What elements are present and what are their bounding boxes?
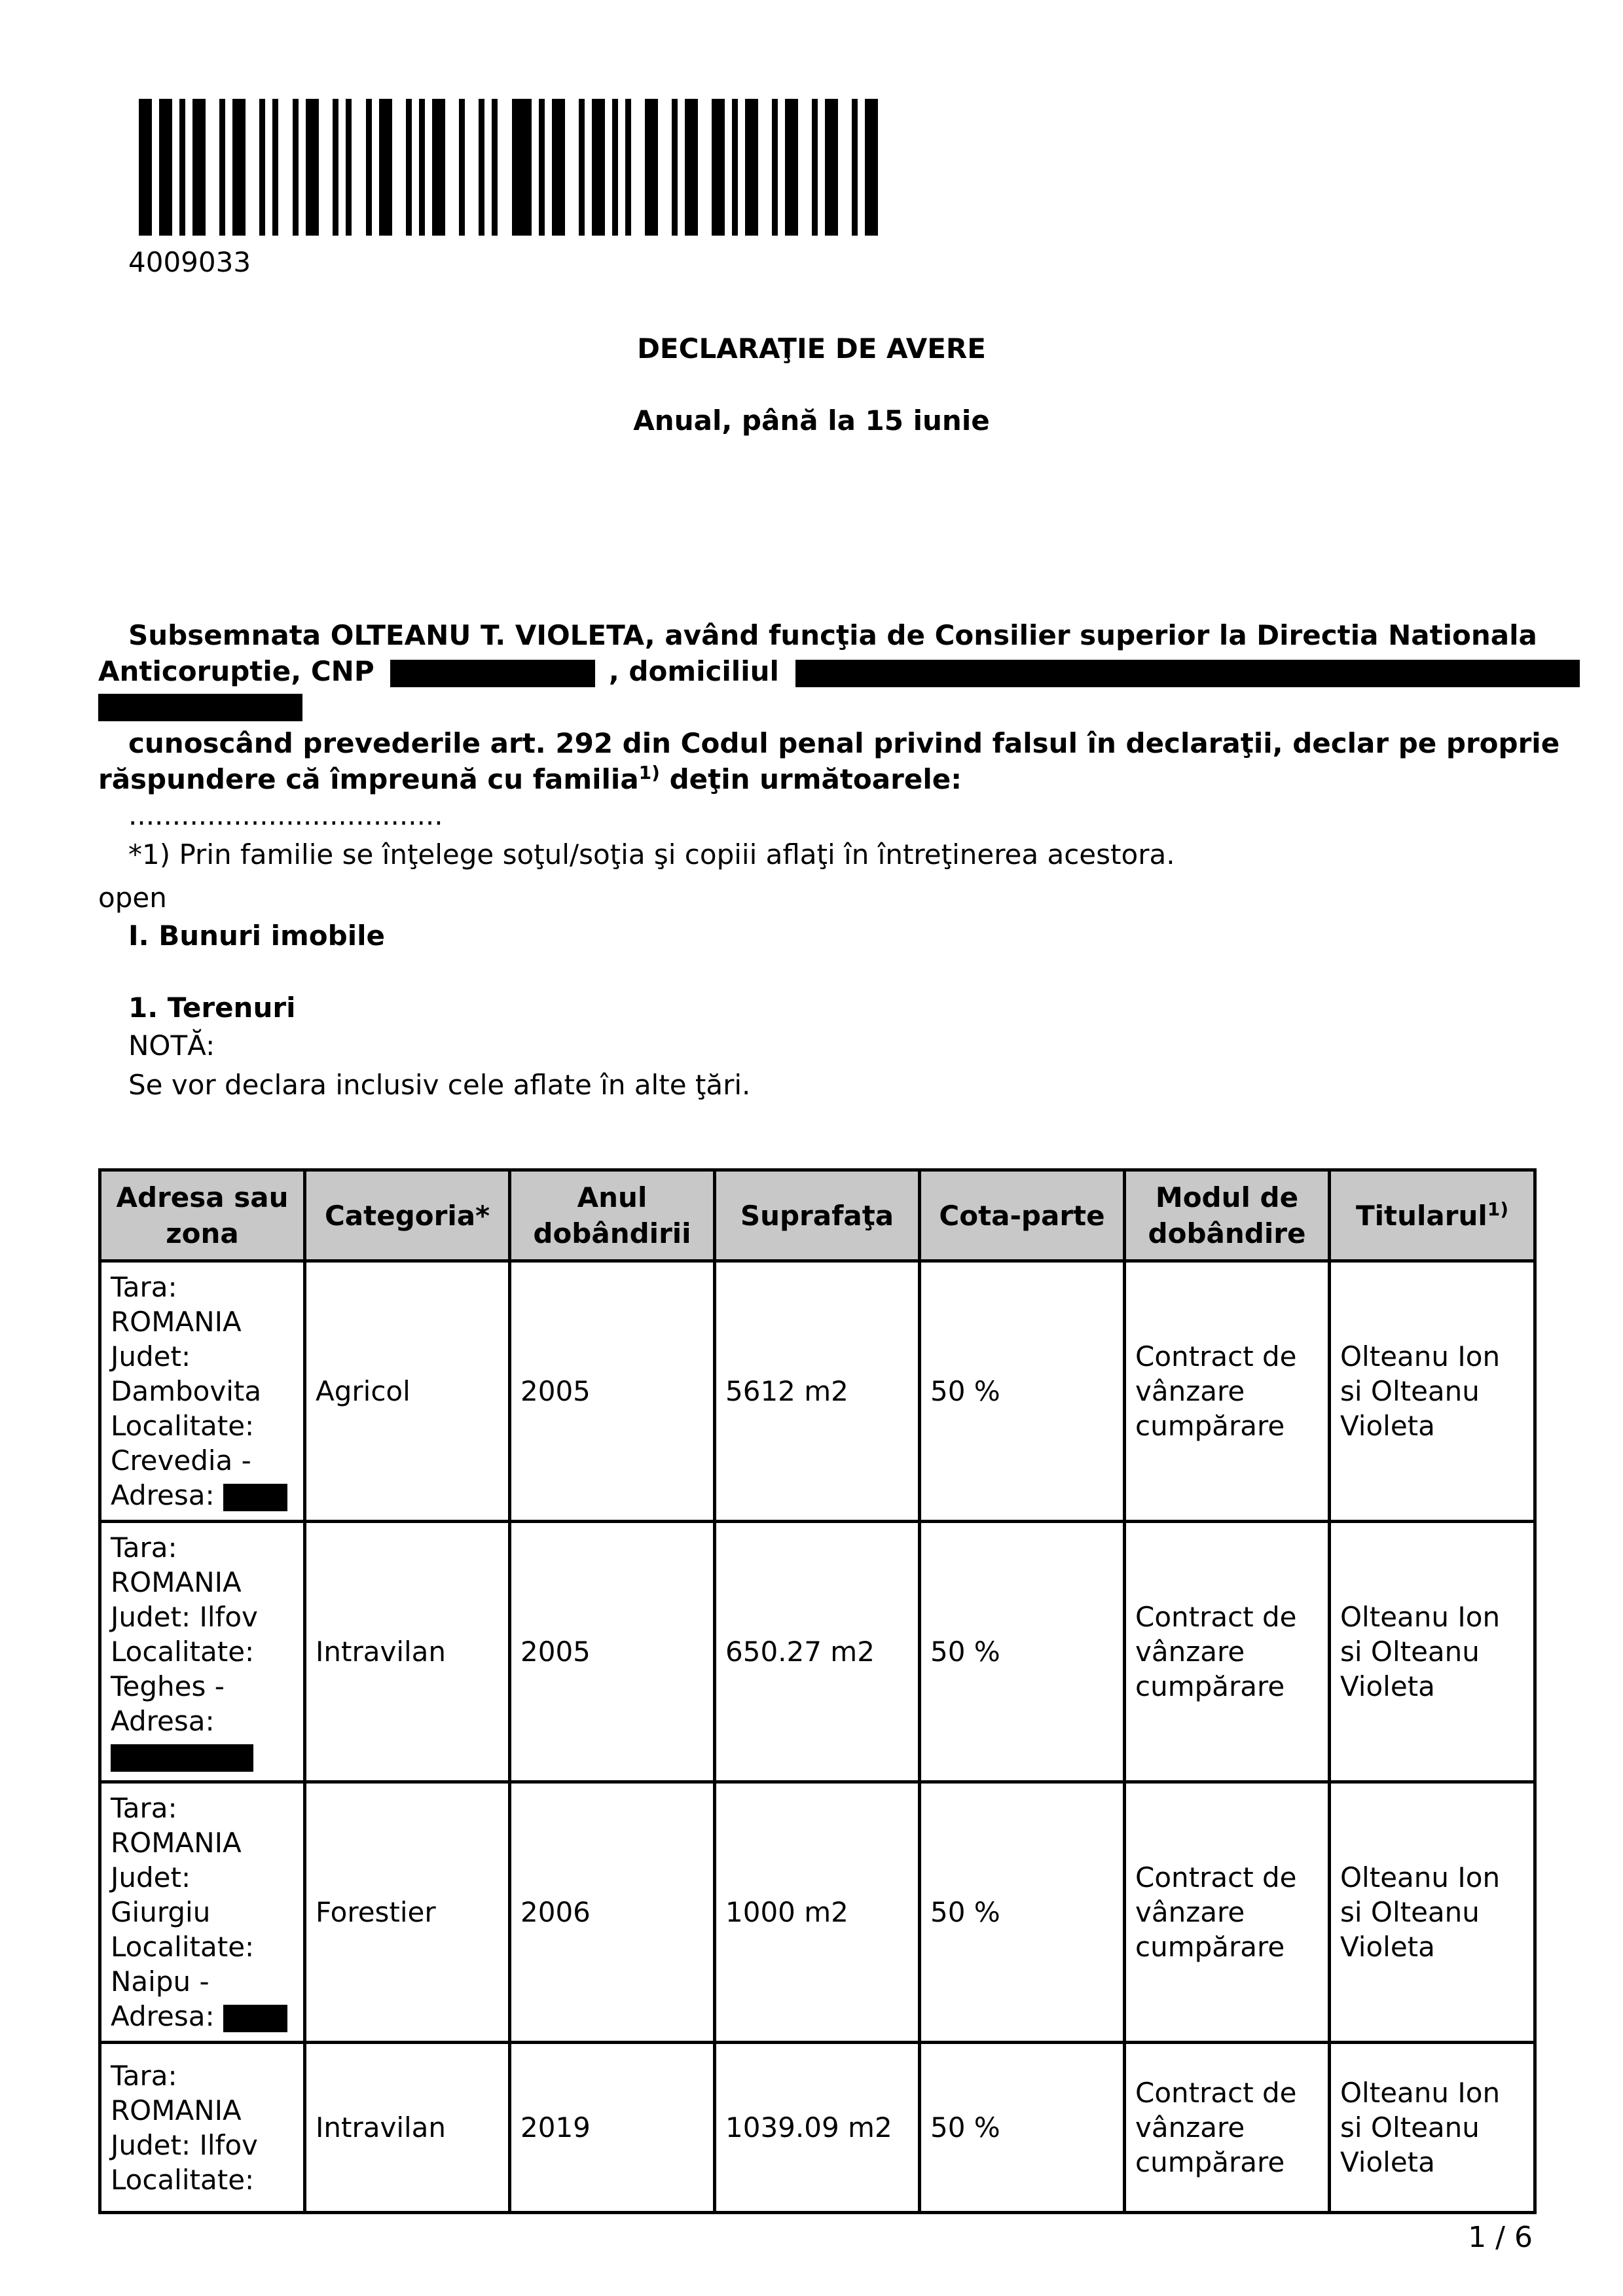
page-number: 1 / 6 — [1468, 2221, 1533, 2254]
addr-line: Judet: Ilfov — [111, 1601, 258, 1633]
addr-line: Judet: — [111, 1861, 191, 1893]
addr-line: Tara: — [111, 1271, 177, 1303]
addr-line: ROMANIA — [111, 1306, 242, 1338]
footnote-family: *1) Prin familie se înţelege soţul/soţia şi copiii aflaţi în întreţinerea acestora. — [128, 838, 1175, 870]
table-row — [100, 1522, 1535, 1782]
table-row — [100, 1782, 1535, 2043]
addr-line: Localitate: — [111, 1931, 255, 1963]
cell-adresa — [100, 1261, 305, 1522]
cell-cota: 50 % — [920, 1522, 1125, 1782]
cell-titular: Olteanu Ion si Olteanu Violeta — [1330, 2043, 1535, 2213]
declaration-domicile-label: , domiciliul — [608, 655, 779, 687]
cell-modul: Contract de vânzare cumpărare — [1125, 1782, 1330, 2043]
table-row — [100, 1261, 1535, 1522]
cell-categoria: Intravilan — [305, 2043, 510, 2213]
dotted-line: .................................... — [128, 799, 443, 831]
addr-line: Judet: Ilfov — [111, 2128, 258, 2161]
declaration-line-1: Subsemnata OLTEANU T. VIOLETA, având funcţia de Consilier superior la Directia Nationala — [128, 619, 1537, 651]
nota-text: Se vor declara inclusiv cele aflate în alte ţări. — [128, 1069, 751, 1101]
redaction-address — [223, 2005, 287, 2032]
redaction-address — [223, 1484, 287, 1511]
redaction-cnp — [390, 660, 595, 687]
cell-cota: 50 % — [920, 1782, 1125, 2043]
addr-line: Dambovita — [111, 1375, 262, 1407]
cell-titular: Olteanu Ion si Olteanu Violeta — [1330, 1782, 1535, 2043]
sub-heading-terenuri: 1. Terenuri — [128, 992, 296, 1024]
cell-suprafata: 1039.09 m2 — [715, 2043, 920, 2213]
header-anul: Anul dobândirii — [510, 1170, 715, 1261]
barcode-number: 4009033 — [128, 246, 251, 278]
cell-adresa — [100, 1782, 305, 2043]
cell-cota: 50 % — [920, 1261, 1125, 1522]
declaration-line-2 — [98, 653, 1580, 689]
addr-line: Crevedia - — [111, 1444, 251, 1477]
header-categoria: Categoria* — [305, 1170, 510, 1261]
open-label: open — [98, 882, 167, 914]
addr-line: Teghes - — [111, 1670, 225, 1702]
cell-categoria: Intravilan — [305, 1522, 510, 1782]
cell-modul: Contract de vânzare cumpărare — [1125, 1522, 1330, 1782]
cell-adresa — [100, 1522, 305, 1782]
land-table — [98, 1168, 1537, 2214]
cell-suprafata: 5612 m2 — [715, 1261, 920, 1522]
barcode — [139, 99, 880, 236]
addr-line: Tara: — [111, 2059, 177, 2092]
addr-line: ROMANIA — [111, 1827, 242, 1859]
table-row — [100, 2043, 1535, 2213]
addr-line-with-redaction — [111, 1478, 294, 1513]
cell-cota: 50 % — [920, 2043, 1125, 2213]
footnote-ref: 1) — [638, 762, 660, 783]
cell-titular: Olteanu Ion si Olteanu Violeta — [1330, 1522, 1535, 1782]
declaration-cnp-label: Anticoruptie, CNP — [98, 655, 374, 687]
section-heading-bunuri-imobile: I. Bunuri imobile — [128, 920, 386, 952]
addr-line: ROMANIA — [111, 1566, 242, 1598]
addr-line: Judet: — [111, 1340, 191, 1372]
declaration-line-4: cunoscând prevederile art. 292 din Codul penal privind falsul în declaraţii, declar pe proprie — [128, 727, 1560, 759]
addr-line: ROMANIA — [111, 2094, 242, 2126]
cell-modul: Contract de vânzare cumpărare — [1125, 1261, 1330, 1522]
addr-line: Tara: — [111, 1792, 177, 1824]
addr-line: Localitate: — [111, 1410, 255, 1442]
addr-line: Localitate: — [111, 2163, 255, 2196]
addr-line: Naipu - — [111, 1965, 210, 1998]
header-adresa: Adresa sau zona — [100, 1170, 305, 1261]
header-cota: Cota-parte — [920, 1170, 1125, 1261]
cell-titular: Olteanu Ion si Olteanu Violeta — [1330, 1261, 1535, 1522]
header-titularul-text: Titularul — [1355, 1199, 1487, 1232]
addr-line: Giurgiu — [111, 1896, 211, 1928]
declaration-line-5-end: deţin următoarele: — [669, 763, 962, 795]
cell-suprafata: 1000 m2 — [715, 1782, 920, 2043]
addr-label: Adresa: — [111, 1479, 215, 1511]
header-titularul-sup: 1) — [1487, 1198, 1509, 1220]
cell-anul: 2006 — [510, 1782, 715, 2043]
addr-line-with-redaction — [111, 1999, 294, 2034]
document-subtitle: Anual, până la 15 iunie — [633, 404, 990, 437]
cell-anul: 2005 — [510, 1522, 715, 1782]
cell-anul: 2019 — [510, 2043, 715, 2213]
cell-anul: 2005 — [510, 1261, 715, 1522]
nota-label: NOTĂ: — [128, 1030, 215, 1062]
cell-adresa — [100, 2043, 305, 2213]
cell-modul: Contract de vânzare cumpărare — [1125, 2043, 1330, 2213]
header-modul: Modul de dobândire — [1125, 1170, 1330, 1261]
cell-categoria: Forestier — [305, 1782, 510, 2043]
redaction-domicile — [795, 660, 1580, 687]
document-title: DECLARAŢIE DE AVERE — [637, 332, 986, 365]
declaration-line-5-text: răspundere că împreună cu familia — [98, 763, 639, 795]
addr-line: Localitate: — [111, 1636, 255, 1668]
redaction-domicile-continued — [98, 694, 302, 721]
redaction-address — [111, 1744, 253, 1772]
table-header-row — [100, 1170, 1535, 1261]
addr-line: Tara: — [111, 1532, 177, 1564]
declaration-line-5 — [98, 761, 962, 797]
addr-line: Adresa: — [111, 1705, 215, 1737]
cell-suprafata: 650.27 m2 — [715, 1522, 920, 1782]
addr-line-redaction — [111, 1738, 294, 1773]
header-titularul — [1330, 1170, 1535, 1261]
cell-categoria: Agricol — [305, 1261, 510, 1522]
addr-label: Adresa: — [111, 2000, 215, 2032]
header-suprafata: Suprafaţa — [715, 1170, 920, 1261]
